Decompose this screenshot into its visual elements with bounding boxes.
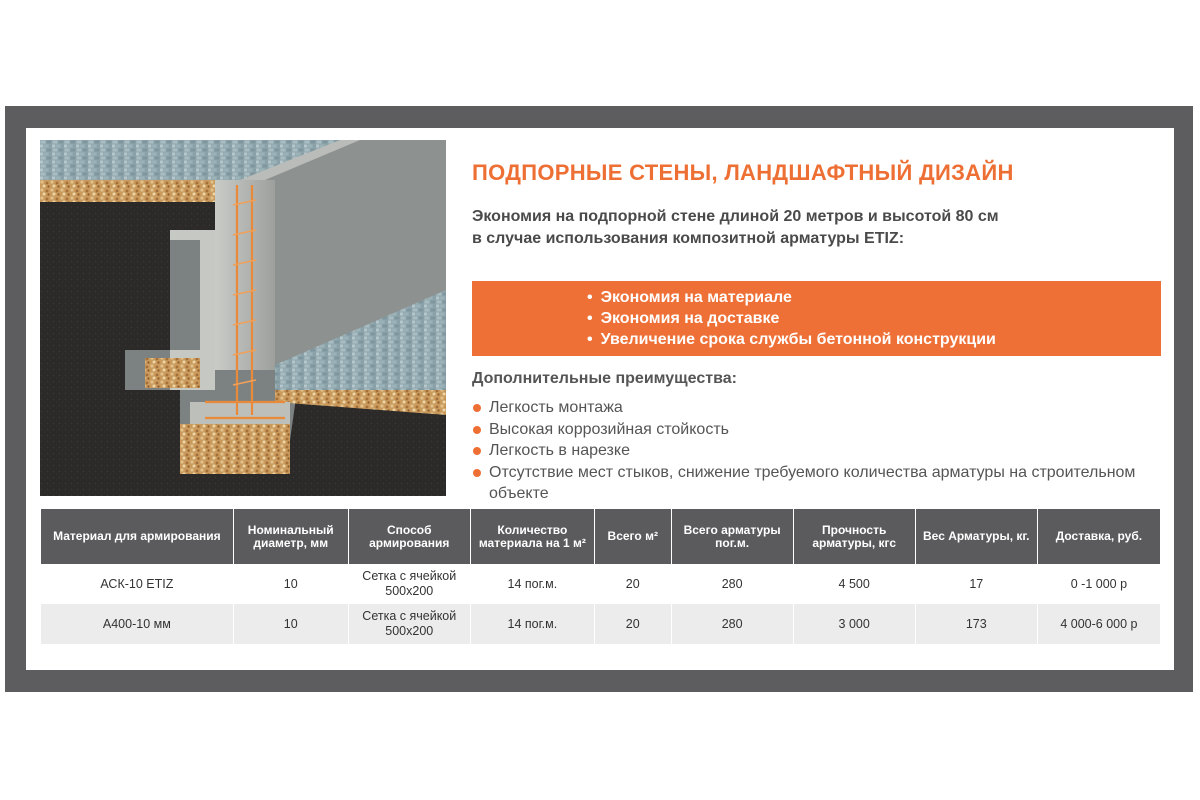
- benefits-list: [472, 281, 1161, 350]
- intro-line-1: Экономия на подпорной стене длиной 20 метров и высотой 80 см: [472, 208, 999, 225]
- advantages-title: Дополнительные преимущества:: [472, 370, 737, 387]
- table-cell: 20: [595, 564, 671, 604]
- benefits-box: [472, 281, 1161, 356]
- advantage-item: Высокая коррозийная стойкость: [472, 419, 1162, 441]
- table-cell: 14 пог.м.: [471, 564, 594, 604]
- table-cell: 10: [234, 564, 348, 604]
- header-cell: Номинальный диаметр, мм: [234, 509, 348, 564]
- table-cell: 10: [234, 604, 348, 644]
- table-cell: 173: [916, 604, 1037, 644]
- header-cell: Вес Арматуры, кг.: [916, 509, 1037, 564]
- retaining-wall-illustration: [40, 140, 446, 496]
- advantage-item: Легкость монтажа: [472, 397, 1162, 419]
- header-cell: Количество материала на 1 м²: [471, 509, 594, 564]
- benefit-item: • Экономия на доставке: [587, 308, 1161, 329]
- table-row: [41, 564, 1160, 604]
- intro-text: [472, 206, 1162, 250]
- table-cell: 280: [672, 604, 793, 644]
- table-cell: 14 пог.м.: [471, 604, 594, 644]
- table-cell: 4 000-6 000 р: [1038, 604, 1160, 644]
- header-cell: Способ армирования: [349, 509, 470, 564]
- comparison-table: [40, 509, 1161, 644]
- intro-line-2: в случае использования композитной арматуры ETIZ:: [472, 230, 905, 247]
- table-cell: 20: [595, 604, 671, 644]
- advantages-list: [472, 397, 1162, 505]
- benefit-item: • Экономия на материале: [587, 287, 1161, 308]
- table-header-row: [41, 509, 1160, 564]
- header-cell: Всего арматуры пог.м.: [672, 509, 793, 564]
- table-cell: Сетка с ячейкой 500х200: [349, 604, 470, 644]
- table-cell: 0 -1 000 р: [1038, 564, 1160, 604]
- table-cell: 17: [916, 564, 1037, 604]
- advantage-item: Отсутствие мест стыков, снижение требуемого количества арматуры на строительном объекте: [472, 462, 1162, 505]
- table-cell: А400-10 мм: [41, 604, 233, 644]
- page-title: ПОДПОРНЫЕ СТЕНЫ, ЛАНДШАФТНЫЙ ДИЗАЙН: [472, 160, 1014, 185]
- table-cell: АСК-10 ETIZ: [41, 564, 233, 604]
- header-cell: Доставка, руб.: [1038, 509, 1160, 564]
- table-cell: Сетка с ячейкой 500х200: [349, 564, 470, 604]
- benefit-item: • Увеличение срока службы бетонной конструкции: [587, 329, 1161, 350]
- table-row: [41, 604, 1160, 644]
- advantage-item: Легкость в нарезке: [472, 440, 1162, 462]
- table-cell: 3 000: [794, 604, 915, 644]
- table-cell: 280: [672, 564, 793, 604]
- header-cell: Всего м²: [595, 509, 671, 564]
- header-cell: Прочность арматуры, кгс: [794, 509, 915, 564]
- header-cell: Материал для армирования: [41, 509, 233, 564]
- table-cell: 4 500: [794, 564, 915, 604]
